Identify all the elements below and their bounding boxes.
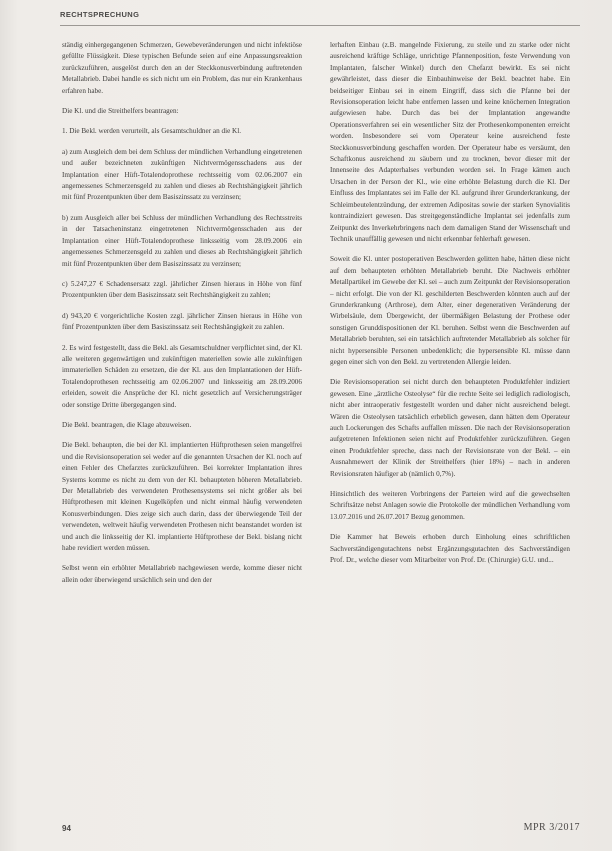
paragraph: Die Bekl. behaupten, die bei der Kl. implantierten Hüftprothesen seien mangelfrei und die Revisionsoperation sei weder auf die genannten Ursachen der Kl. noch auf einen Fehler des Chefarztes zurückzuführen. Bei korrekter Implantation ihres Systems komme es nicht zu dem von der Kl. behaupteten höheren Metallabrieb. Der Metallabrieb des verwendeten Prothesensystems sei nicht größer als bei Hüftprothesen mit kleinen Kugelköpfen und nicht einmal häufig verwendeten Konusverbindungen. Dies zeige sich auch darin, dass der überwiegende Teil der verwendeten, weltweit häufig verwendeten Prothesen nicht beanstandet worden ist und auch die linksseitig der Kl. implantierte Hüftprothese der Bekl. bislang nicht habe revidiert werden müssen. [62, 441, 302, 553]
magazine-issue: MPR 3/2017 [523, 822, 580, 833]
left-column [62, 40, 302, 595]
paragraph: Die Bekl. beantragen, die Klage abzuweisen. [62, 420, 192, 429]
paragraph: ständig einhergegangenen Schmerzen, Gewebeveränderungen und nicht infektiöse gefüllte Flüssigkeit. Diese typischen Befunde seien auf eine Anpassungsreaktion zurückzuführen, ausgelöst durch den an der Steckkonusverbindung auftretenden Metallabrieb. Dabei handle es sich nicht um ein Problem, das nur ein Krankenhaus erfahren habe. [62, 41, 302, 95]
page-number: 94 [62, 824, 71, 833]
paragraph: Hinsichtlich des weiteren Vorbringens der Parteien wird auf die gewechselten Schriftsätze nebst Anlagen sowie die Protokolle der mündlichen Verhandlung vom 13.07.2016 und 26.07.2017 Bezug genommen. [330, 490, 570, 521]
paragraph: lerhaften Einbau (z.B. mangelnde Fixierung, zu steile und zu starke oder nicht ausreichend kräftige Schläge, unrichtige Pfannenposition, feste Verwendung von Implantaten, falscher Winkel) durch den Chefarzt bewirkt. Es sei nicht gewährleistet, dass dieser die Einbauhinweise der Bekl. beachtet habe. Ein beidseitiger Einbau sei in einem Eingriff, dass sich die Pfanne bei der Revisionsoperation leicht habe entfernen lassen und keine knöchernen Integration aufgewiesen habe. Durch das bei der Implantation angewandte Operationsverfahren sei ein wesentlicher Sitz der Prothesenkomponenten erreicht worden. Insbesondere sei vom Operateur keine ausreichend feste Steckkonusverbindung geschaffen worden. Der Operateur habe es versäumt, den Schaftkonus ausreichend zu säubern und zu trocknen, bevor dieser mit der Innenseite des Adapterhalses verbunden worden sei. In Frage kämen auch Ursachen in der Person der Kl., wie eine erhöhte Belastung durch die Kl. Der Einfluss des Implantates sei im Falle der Kl. aufgrund ihrer Grunderkrankung, der Schleimbeutelentzündung, der extremen Adipositas sowie der starken Synovialitis kontraindiziert gewesen. Das streitgegenständliche Implantat sei jedenfalls zum Zeitpunkt des Inverkehrbringens nach dem damaligen Stand der Wissenschaft und Technik unauffällig gewesen und nicht erkennbar fehlerhaft gewesen. [330, 41, 570, 243]
right-column [330, 40, 570, 575]
paragraph: Die Kammer hat Beweis erhoben durch Einholung eines schriftlichen Sachverständigengutachtens nebst Ergänzungsgutachten des Sachverständigen Prof. Dr., welche dieser vom Mitarbeiter von Prof. Dr. (Chirurgie) G.U. und... [330, 533, 570, 565]
paragraph: a) zum Ausgleich dem bei dem Schluss der mündlichen Verhandlung eingetretenen und außer bezeichneten zukünftigen Nichtvermögensschadens aus der Implantation einer Hüft-Totalendoprothese rechtsseitig vom 02.06.2007 ein angemessenes Schmerzensgeld zu zahlen und dieses ab Rechtshängigkeit jährlich mit fünf Prozentpunkten über dem Basiszinssatz zu verzinsen; [62, 147, 302, 202]
header-rule [60, 25, 580, 26]
paragraph: Die Kl. und die Streithelfers beantragen: [62, 107, 179, 116]
section-header: RECHTSPRECHUNG [60, 10, 140, 19]
paragraph: Soweit die Kl. unter postoperativen Beschwerden gelitten habe, hätten diese nicht auf dem behaupteten erhöhten Metallabrieb beruht. Die Nachweis erhöhter Metallpartikel im Gewebe der Kl. sei – auch zum Zeitpunkt der Revisionsoperation – nicht erfolgt. Die von der Kl. geschilderten Beschwerden könnten auch auf der Grunderkrankung (Arthrose), dem Alter, einer degenerativen Veränderung der Wirbelsäule, dem Übergewicht, der übermäßigen Belastung der Prothese oder sonstigen Grunddispositionen der Kl. beruhen. Selbst wenn die Beschwerden auf Metallabrieb beruhten, sei ein tatsächlich auftretender Metallabrieb als solcher für nicht hypersensible Personen unbedenklich; die hypersensible Kl. müsse dann gegen einer sich von den Bekl. zu vertretenden Allergie leiden. [330, 255, 570, 366]
paragraph: Die Revisionsoperation sei nicht durch den behaupteten Produktfehler indiziert gewesen. Eine „ärztliche Osteolyse“ für die rechte Seite sei lediglich radiologisch, nicht aber intraoperativ festgestellt worden und daher nicht ausreichend belegt. Wären die Osteolysen tatsächlich erheblich gewesen, dann hätten dem Operateur auch Lockerungen des Schafts auffallen müssen. Die nach der Revisionsoperation aufgetretenen Infektionen seien nicht auf Produktfehler zurückzuführen. Gegen einen Produktfehler spreche, dass nach der Revisionsrate von der Bekl. – ein Ausnahmewert der Klinik der Streithelfers (hier 18%) – nach in anderen Revisionsraten häufiger ab (nämlich 0,7%). [330, 378, 570, 478]
paragraph: b) zum Ausgleich aller bei Schluss der mündlichen Verhandlung des Rechtsstreits in der Tatsacheninstanz eingetretenen Nichtvermögensschaden aus der Implantation einer Hüft-Totalendoprothese linksseitig vom 28.09.2006 ein angemessenes Schmerzensgeld zu zahlen und dieses ab Rechtshängigkeit jährlich mit fünf Prozentpunkten über dem Basiszinssatz zu verzinsen; [62, 213, 302, 268]
paragraph: d) 943,20 € vorgerichtliche Kosten zzgl. jährlicher Zinsen hieraus in Höhe von fünf Prozentpunkten über dem Basiszinssatz seit Rechtshängigkeit zu zahlen. [62, 311, 302, 332]
paragraph: 2. Es wird festgestellt, dass die Bekl. als Gesamtschuldner verpflichtet sind, der Kl. alle weiteren gegenwärtigen und zukünftigen materiellen sowie alle zukünftigen immateriellen Schäden zu ersetzen, die der Kl. aus den Implantationen der Hüft-Totalendoprothesen rechtsseitig am 02.06.2007 und linksseitig am 28.09.2006 erleiden, soweit die Ansprüche der Kl. nicht gesetzlich auf Versicherungsträger oder sonstige Dritte übergegangen sind. [62, 343, 302, 409]
paragraph: Selbst wenn ein erhöhter Metallabrieb nachgewiesen werde, komme dieser nicht allein oder überwiegend ursächlich sein und den der [62, 564, 302, 584]
paragraph: 1. Die Bekl. werden verurteilt, als Gesamtschuldner an die Kl. [62, 127, 242, 136]
paragraph: c) 5.247,27 € Schadensersatz zzgl. jährlicher Zinsen hieraus in Höhe von fünf Prozentpunkten über dem Basiszinssatz seit Rechtshängigkeit zu zahlen; [62, 279, 302, 300]
